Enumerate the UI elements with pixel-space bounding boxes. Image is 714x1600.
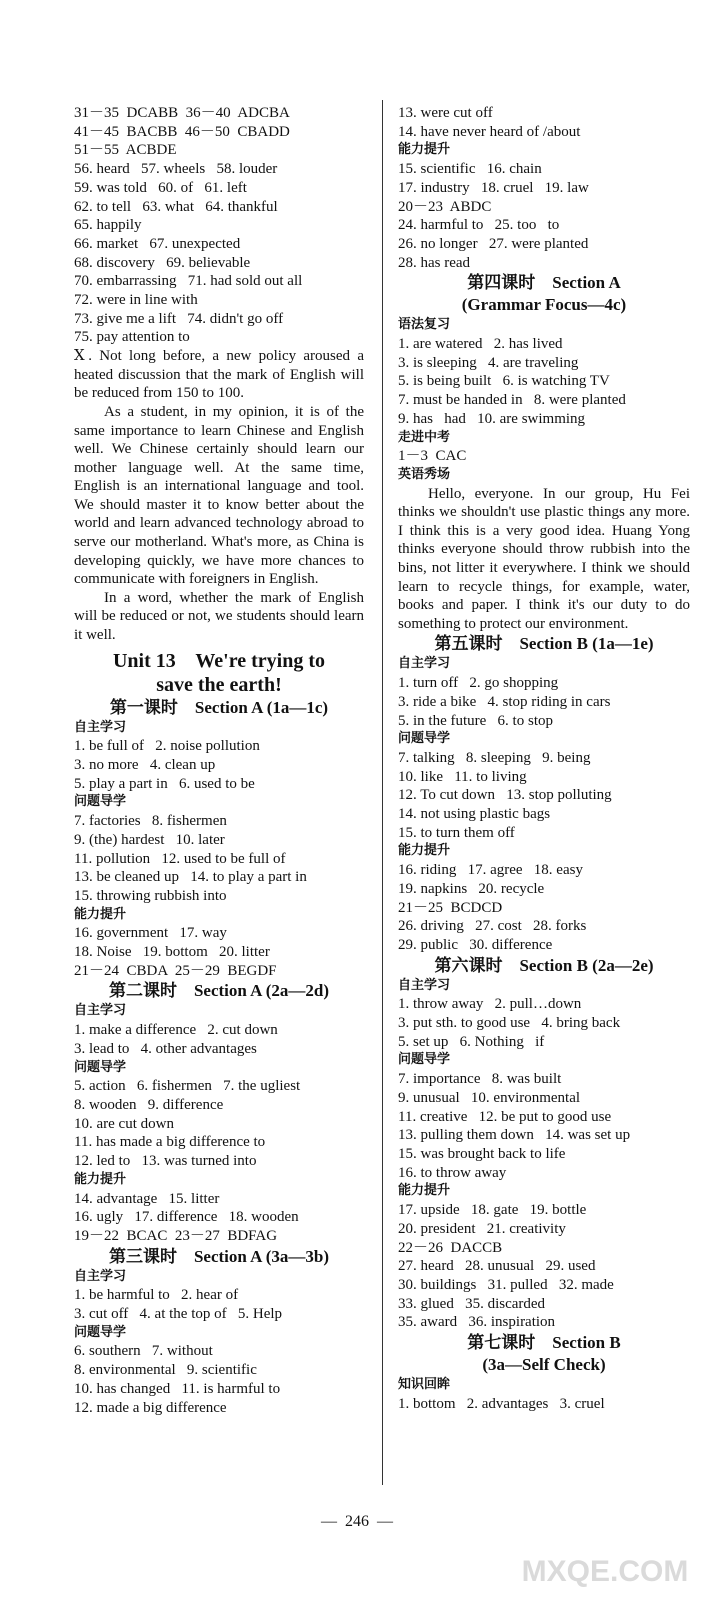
answer-line: 18. Noise 19. bottom 20. litter <box>74 944 270 961</box>
answer-line: 8. wooden 9. difference <box>74 1097 224 1113</box>
answer-line: 16. to throw away <box>398 1164 507 1181</box>
essay-paragraph: Hello, everyone. In our group, Hu Fei thinks we shouldn't use plastic things any more. I think this is a very good idea. Huang Yong thinks everyone should throw rubbish into the bins, not litter it everywhere. I think we should learn to recycle things, for example, water, books and paper. I think it's our duty to do something to protect our environment. <box>398 485 690 632</box>
answer-line: 33. glued 35. discarded <box>398 1295 546 1312</box>
answer-line: 5. play a part in 6. used to be <box>74 775 255 792</box>
answer-line: 16. government 17. way <box>74 925 227 942</box>
answer-line: 3. ride a bike 4. stop riding in cars <box>398 693 611 710</box>
lesson-heading: 第五课时 Section B (1a—1e) <box>434 634 654 654</box>
essay-paragraph: Ⅹ. Not long before, a new policy aroused a heated discussion that the mark of English will be reduced from 150 to 100. <box>74 348 364 402</box>
answer-line: 11. creative 12. be put to good use <box>398 1108 612 1125</box>
answer-line: 9. (the) hardest 10. later <box>74 831 225 848</box>
section-label: 问题导学 <box>398 731 451 747</box>
answer-line: 9. has had 10. are swimming <box>398 410 586 427</box>
answer-line: 16. riding 17. agree 18. easy <box>398 862 583 879</box>
left-column <box>74 104 364 1417</box>
answer-line: 10. like 11. to living <box>398 768 527 785</box>
answer-line: 1. turn off 2. go shopping <box>398 675 559 692</box>
answer-line: 68. discovery 69. believable <box>74 254 251 271</box>
section-label: 自主学习 <box>398 656 451 672</box>
answer-line: 1. bottom 2. advantages 3. cruel <box>398 1395 605 1412</box>
section-label: 问题导学 <box>74 1324 127 1340</box>
answer-line: 30. buildings 31. pulled 32. made <box>398 1276 614 1293</box>
answer-line: 19. napkins 20. recycle <box>398 880 545 897</box>
answer-line: 14. advantage 15. litter <box>74 1190 220 1207</box>
answer-line: 73. give me a lift 74. didn't go off <box>74 310 284 327</box>
answer-line: 65. happily <box>74 217 142 234</box>
answer-line: 62. to tell 63. what 64. thankful <box>74 198 278 215</box>
answer-line: 28. has read <box>398 254 471 271</box>
lesson-heading: 第一课时 Section A (1a—1c) <box>109 697 329 717</box>
answer-line: 31－35 DCABB 36－40 ADCBA <box>74 105 290 121</box>
answer-block <box>74 104 364 347</box>
answer-line: 3. lead to 4. other advantages <box>74 1040 257 1057</box>
answer-line: 7. factories 8. fishermen <box>74 813 227 830</box>
page-number: — 246 — <box>321 1513 393 1530</box>
answer-line: 56. heard 57. wheels 58. louder <box>74 161 278 178</box>
answer-line: 17. upside 18. gate 19. bottle <box>398 1202 587 1219</box>
section-label: 能力提升 <box>74 1171 127 1187</box>
answer-line: 10. are cut down <box>74 1115 174 1132</box>
answer-line: 19－22 BCAC 23－27 BDFAG <box>74 1227 278 1244</box>
answer-line: 15. scientific 16. chain <box>398 161 542 178</box>
answer-line: 13. be cleaned up 14. to play a part in <box>74 869 307 886</box>
answer-line: 66. market 67. unexpected <box>74 235 241 252</box>
column-divider <box>382 100 383 1485</box>
section-label: 自主学习 <box>74 1268 127 1284</box>
section-label: 能力提升 <box>398 142 451 158</box>
answer-line: 13. were cut off <box>398 105 493 121</box>
unit-title: Unit 13 We're trying to <box>112 649 326 672</box>
lesson-heading: 第七课时 Section B <box>467 1333 621 1353</box>
answer-line: 1. be full of 2. noise pollution <box>74 738 260 755</box>
right-column <box>398 104 690 1413</box>
answer-line: 24. harmful to 25. too to <box>398 217 560 234</box>
essay-paragraph: As a student, in my opinion, it is of the same importance to learn Chinese and English well. We Chinese certainly should learn our mother language well. At the same time, English is an international language and tool. We should master it to know better about the world and learn advanced technology abroad to serve our motherland. What's more, as China is developing quickly, we have more chances to communicate with foreigners in English. <box>74 403 364 588</box>
answer-line: 14. not using plastic bags <box>398 806 551 823</box>
answer-line: 1. are watered 2. has lived <box>398 336 563 353</box>
section-label: 能力提升 <box>398 843 451 859</box>
lesson-subheading: (3a—Self Check) <box>482 1355 606 1375</box>
answer-line: 1. make a difference 2. cut down <box>74 1022 278 1039</box>
section-label: 能力提升 <box>74 906 127 922</box>
section-label: 走进中考 <box>398 429 451 445</box>
lesson-heading: 第四课时 Section A <box>467 273 621 293</box>
essay-paragraph: In a word, whether the mark of English will be reduced or not, we students should learn it well. <box>74 589 364 644</box>
answer-line: 6. southern 7. without <box>74 1343 213 1360</box>
answer-line: 9. unusual 10. environmental <box>398 1089 581 1106</box>
answer-line: 11. pollution 12. used to be full of <box>74 850 286 867</box>
answer-line: 5. action 6. fishermen 7. the ugliest <box>74 1078 301 1095</box>
answer-line: 21－25 BCDCD <box>398 899 503 916</box>
answer-line: 14. have never heard of /about <box>398 123 581 140</box>
answer-line: 59. was told 60. of 61. left <box>74 179 247 196</box>
section-label: 知识回眸 <box>398 1377 451 1393</box>
section-label: 问题导学 <box>74 794 127 810</box>
answer-line: 7. must be handed in 8. were planted <box>398 392 626 409</box>
answer-line: 72. were in line with <box>74 292 198 309</box>
answer-line: 70. embarrassing 71. had sold out all <box>74 273 303 290</box>
lesson-subheading: (Grammar Focus—4c) <box>461 295 627 315</box>
essay <box>74 347 364 645</box>
section-label: 能力提升 <box>398 1183 451 1199</box>
answer-line: 41－45 BACBB 46－50 CBADD <box>74 123 290 140</box>
answer-line: 7. talking 8. sleeping 9. being <box>398 749 591 766</box>
answer-line: 12. To cut down 13. stop polluting <box>398 787 612 804</box>
answer-line: 10. has changed 11. is harmful to <box>74 1380 281 1397</box>
answer-line: 3. put sth. to good use 4. bring back <box>398 1015 621 1032</box>
answer-line: 1. throw away 2. pull…down <box>398 996 582 1013</box>
answer-line: 26. no longer 27. were planted <box>398 235 589 252</box>
answer-line: 27. heard 28. unusual 29. used <box>398 1258 596 1275</box>
answer-line: 75. pay attention to <box>74 329 190 346</box>
answer-line: 35. award 36. inspiration <box>398 1314 556 1331</box>
answer-line: 5. in the future 6. to stop <box>398 712 553 729</box>
essay <box>398 485 690 634</box>
answer-line: 8. environmental 9. scientific <box>74 1362 257 1379</box>
section-label: 英语秀场 <box>398 466 451 482</box>
watermark-logo <box>505 1535 705 1595</box>
answer-line: 15. was brought back to life <box>398 1145 566 1162</box>
answer-line: 17. industry 18. cruel 19. law <box>398 179 589 196</box>
answer-line: 12. led to 13. was turned into <box>74 1153 257 1170</box>
section-label: 问题导学 <box>74 1059 127 1075</box>
answer-line: 29. public 30. difference <box>398 936 553 953</box>
watermark-text: MXQE.COM <box>521 1555 689 1588</box>
lesson-heading: 第六课时 Section B (2a—2e) <box>434 955 654 975</box>
section-label: 自主学习 <box>398 977 451 993</box>
section-label: 语法复习 <box>398 317 451 333</box>
answer-line: 3. is sleeping 4. are traveling <box>398 354 579 371</box>
section-label: 问题导学 <box>398 1052 451 1068</box>
answer-line: 20－23 ABDC <box>398 198 492 215</box>
answer-line: 22－26 DACCB <box>398 1239 503 1256</box>
answer-line: 1－3 CAC <box>398 448 467 465</box>
answer-line: 15. to turn them off <box>398 824 515 841</box>
answer-line: 20. president 21. creativity <box>398 1220 566 1237</box>
lesson-heading: 第二课时 Section A (2a—2d) <box>108 981 330 1001</box>
section-label: 自主学习 <box>74 1003 127 1019</box>
answer-line: 13. pulling them down 14. was set up <box>398 1127 631 1144</box>
answer-line: 15. throwing rubbish into <box>74 887 227 904</box>
answer-line: 11. has made a big difference to <box>74 1134 266 1151</box>
answer-line: 12. made a big difference <box>74 1399 227 1416</box>
answer-line: 1. be harmful to 2. hear of <box>74 1287 239 1304</box>
answer-line: 7. importance 8. was built <box>398 1071 562 1088</box>
answer-line: 5. set up 6. Nothing if <box>398 1033 545 1050</box>
answer-line: 3. cut off 4. at the top of 5. Help <box>74 1306 283 1323</box>
answer-line: 3. no more 4. clean up <box>74 757 216 774</box>
lesson-heading: 第三课时 Section A (3a—3b) <box>108 1246 330 1266</box>
section-label: 自主学习 <box>74 719 127 735</box>
answer-line: 21－24 CBDA 25－29 BEGDF <box>74 962 277 979</box>
answer-line: 26. driving 27. cost 28. forks <box>398 918 587 935</box>
answer-line: 16. ugly 17. difference 18. wooden <box>74 1209 299 1226</box>
answer-line: 51－55 ACBDE <box>74 142 177 159</box>
unit-title: save the earth! <box>156 673 282 696</box>
answer-line: 5. is being built 6. is watching TV <box>398 373 610 390</box>
